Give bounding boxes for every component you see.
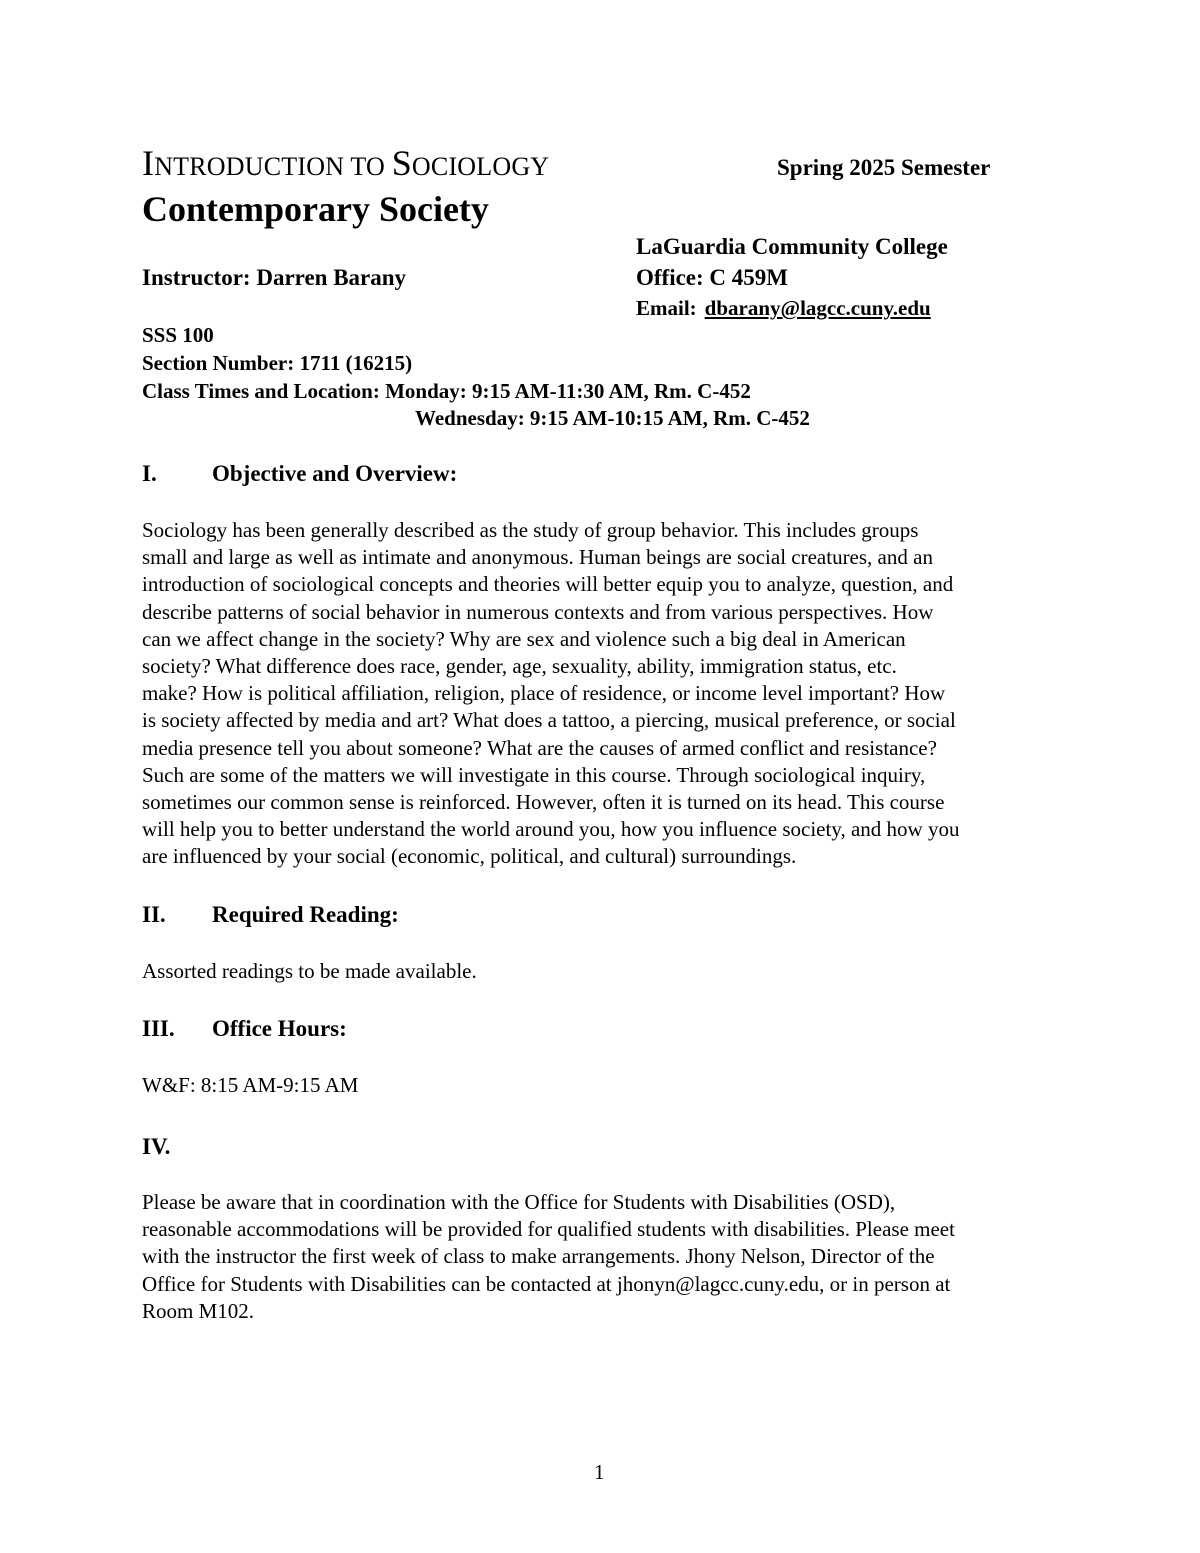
paragraph-line: Assorted readings to be made available. <box>142 959 477 983</box>
paragraph-line: reasonable accommodations will be provided for qualified students with disabilities. Please meet <box>142 1217 955 1242</box>
section-title-1: Objective and Overview: <box>212 461 458 486</box>
paragraph-line: Room M102. <box>142 1298 255 1323</box>
email-label: Email: <box>636 296 697 320</box>
paragraph-line: Office for Students with Disabilities can be contacted at jhonyn@lagcc.cuny.edu, or in person at <box>142 1271 951 1296</box>
paragraph-line: introduction of sociological concepts and theories will better equip you to analyze, question, and <box>142 572 954 597</box>
semester-label: Spring 2025 Semester <box>777 155 991 180</box>
course-code: SSS 100 <box>142 323 214 347</box>
paragraph-line: describe patterns of social behavior in numerous contexts and from various perspectives. How <box>142 599 934 624</box>
section-title-3: Office Hours: <box>212 1016 347 1041</box>
paragraph-line: sometimes our common sense is reinforced. However, often it is turned on its head. This course <box>142 790 945 815</box>
section-number-4: IV. <box>142 1134 171 1159</box>
office-hours-paragraph <box>142 1072 1082 1099</box>
class-times-monday: Class Times and Location: Monday: 9:15 AM-11:30 AM, Rm. C-452 <box>142 379 751 403</box>
email-line <box>636 296 931 321</box>
page-number: 1 <box>594 1460 605 1484</box>
paragraph-line: society? What difference does race, gender, age, sexuality, ability, immigration status, etc. <box>142 654 897 679</box>
section-heading-office-hours <box>142 1016 347 1042</box>
instructor-name: Instructor: Darren Barany <box>142 265 407 290</box>
section-number-1: I. <box>142 461 157 486</box>
section-number: Section Number: 1711 (16215) <box>142 351 413 375</box>
college-name: LaGuardia Community College <box>636 234 948 259</box>
paragraph-line: will help you to better understand the world around you, how you influence society, and how you <box>142 817 960 842</box>
course-subtitle: Contemporary Society <box>142 189 489 229</box>
paragraph-line: Please be aware that in coordination with the Office for Students with Disabilities (OSD), <box>142 1190 896 1214</box>
paragraph-line: W&F: 8:15 AM-9:15 AM <box>142 1073 359 1097</box>
required-reading-paragraph <box>142 958 1082 985</box>
accommodations-paragraph <box>142 1189 1082 1325</box>
paragraph-line: small and large as well as intimate and anonymous. Human beings are social creatures, and an <box>142 545 933 570</box>
paragraph-line: Such are some of the matters we will investigate in this course. Through sociological inquiry, <box>142 762 926 787</box>
course-title-part-2: OCIOLOGY <box>411 152 550 181</box>
section-number-3: III. <box>142 1016 175 1041</box>
paragraph-line: is society affected by media and art? What does a tattoo, a piercing, musical preference, or social <box>142 708 956 733</box>
course-title-initial-i: I <box>142 143 155 183</box>
objective-paragraph <box>142 517 1082 871</box>
section-heading-required-reading <box>142 902 399 928</box>
paragraph-line: make? How is political affiliation, religion, place of residence, or income level important? How <box>142 681 946 706</box>
paragraph-line: can we affect change in the society? Why are sex and violence such a big deal in American <box>142 626 906 651</box>
section-heading-objective <box>142 461 457 487</box>
paragraph-line: are influenced by your social (economic, political, and cultural) surroundings. <box>142 844 797 869</box>
section-number-2: II. <box>142 902 166 927</box>
paragraph-line: with the instructor the first week of class to make arrangements. Jhony Nelson, Director of the <box>142 1244 935 1269</box>
paragraph-line: Sociology has been generally described as the study of group behavior. This includes groups <box>142 518 919 542</box>
course-title-part-1: NTRODUCTION TO <box>154 152 392 181</box>
office-location: Office: C 459M <box>636 265 788 290</box>
paragraph-line: media presence tell you about someone? What are the causes of armed conflict and resistance? <box>142 735 937 760</box>
course-title-initial-s: S <box>391 143 412 183</box>
section-heading-accommodations <box>142 1134 212 1160</box>
section-title-2: Required Reading: <box>212 902 399 927</box>
course-title <box>142 142 549 184</box>
email-link[interactable]: dbarany@lagcc.cuny.edu <box>704 296 931 320</box>
class-times-wednesday: Wednesday: 9:15 AM-10:15 AM, Rm. C-452 <box>415 406 810 430</box>
